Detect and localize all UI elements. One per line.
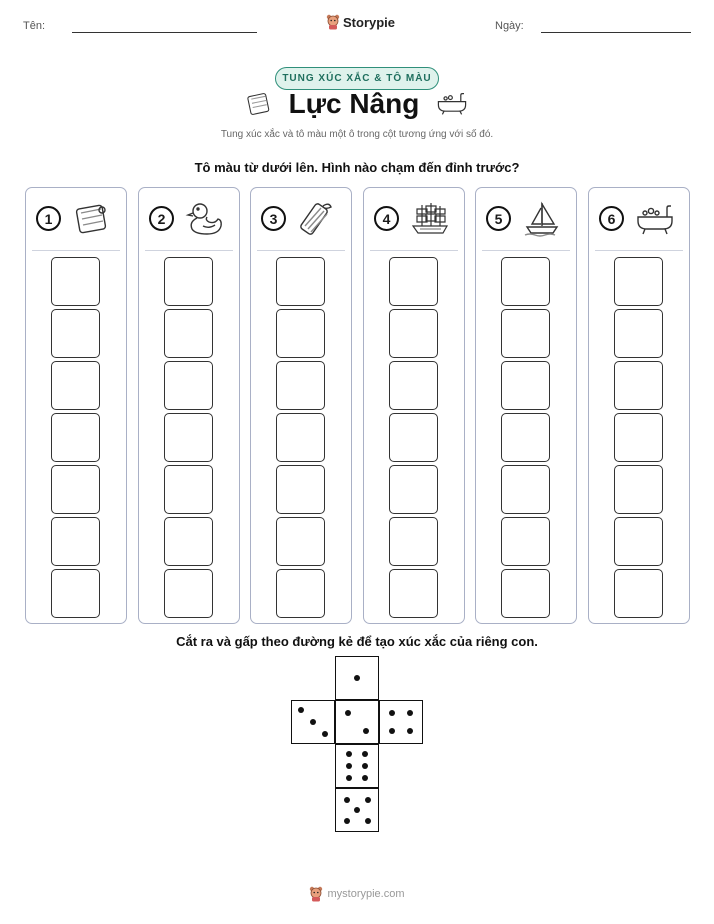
column-divider (32, 250, 120, 251)
die-pip (346, 775, 352, 781)
color-cell[interactable] (51, 309, 100, 358)
cut-instruction: Cắt ra và gấp theo đường kẻ để tạo xúc xắc của riêng con. (176, 634, 538, 649)
color-cell[interactable] (164, 309, 213, 358)
color-cell[interactable] (276, 517, 325, 566)
brand-logo (326, 14, 395, 30)
column-header (589, 188, 689, 250)
color-cell[interactable] (164, 517, 213, 566)
brand-name: Storypie (343, 14, 396, 30)
color-cell[interactable] (501, 257, 550, 306)
bathtub-icon (435, 92, 469, 116)
rubber-duck-icon (185, 200, 225, 238)
color-cell[interactable] (276, 465, 325, 514)
die-pip (354, 807, 360, 813)
color-cell[interactable] (164, 569, 213, 618)
title-row (0, 88, 714, 120)
die-pip (346, 751, 352, 757)
subtitle: Tung xúc xắc và tô màu một ô trong cột tương ứng với số đó. (220, 129, 494, 140)
activity-badge: TUNG XÚC XẮC & TÔ MÀU (275, 67, 439, 90)
color-cell[interactable] (51, 465, 100, 514)
color-cell[interactable] (389, 413, 438, 462)
color-cell[interactable] (389, 517, 438, 566)
die-face-2 (335, 700, 379, 744)
color-cell[interactable] (164, 465, 213, 514)
column-number: 4 (374, 206, 399, 231)
color-cell[interactable] (501, 569, 550, 618)
die-face-3 (291, 700, 335, 744)
column-5 (475, 187, 577, 624)
color-cell[interactable] (501, 361, 550, 410)
die-face-4 (379, 700, 423, 744)
die-pip (389, 710, 395, 716)
column-divider (257, 250, 345, 251)
column-divider (482, 250, 570, 251)
date-label: Ngày: (495, 20, 524, 32)
color-cell[interactable] (51, 361, 100, 410)
color-cell[interactable] (614, 517, 663, 566)
color-cell[interactable] (276, 361, 325, 410)
color-cell[interactable] (276, 569, 325, 618)
footer-url: mystorypie.com (327, 888, 405, 900)
column-1 (25, 187, 127, 624)
column-4 (363, 187, 465, 624)
color-cell[interactable] (164, 257, 213, 306)
color-cell[interactable] (276, 257, 325, 306)
column-number: 2 (149, 206, 174, 231)
die-pip (322, 731, 328, 737)
color-cell[interactable] (501, 517, 550, 566)
page-title: Lực Nâng (288, 88, 420, 119)
color-cell[interactable] (51, 517, 100, 566)
die-pip (344, 797, 350, 803)
color-cell[interactable] (389, 309, 438, 358)
column-2 (138, 187, 240, 624)
die-face-1 (335, 656, 379, 700)
die-pip (363, 728, 369, 734)
column-header (26, 188, 126, 250)
color-cell[interactable] (501, 465, 550, 514)
color-cell[interactable] (164, 361, 213, 410)
color-cell[interactable] (276, 413, 325, 462)
die-pip (362, 775, 368, 781)
column-3 (250, 187, 352, 624)
color-cell[interactable] (389, 257, 438, 306)
column-header (139, 188, 239, 250)
column-number: 6 (599, 206, 624, 231)
die-pip (346, 763, 352, 769)
color-cell[interactable] (501, 309, 550, 358)
die-pip (365, 818, 371, 824)
date-line (541, 32, 691, 33)
column-number: 1 (36, 206, 61, 231)
color-cell[interactable] (389, 465, 438, 514)
name-label: Tên: (23, 20, 46, 32)
color-cell[interactable] (614, 465, 663, 514)
color-cell[interactable] (51, 257, 100, 306)
color-cell[interactable] (614, 257, 663, 306)
die-pip (407, 728, 413, 734)
die-pip (389, 728, 395, 734)
die-pip (345, 710, 351, 716)
die-pip (310, 719, 316, 725)
color-cell[interactable] (276, 309, 325, 358)
die-pip (362, 751, 368, 757)
paper-roll-icon (72, 200, 112, 238)
column-header (476, 188, 576, 250)
column-number: 3 (261, 206, 286, 231)
column-divider (595, 250, 683, 251)
die-pip (298, 707, 304, 713)
die-face-6 (335, 744, 379, 788)
column-divider (370, 250, 458, 251)
column-header (251, 188, 351, 250)
column-6 (588, 187, 690, 624)
color-cell[interactable] (614, 361, 663, 410)
bathtub-icon (635, 200, 675, 238)
color-cell[interactable] (501, 413, 550, 462)
name-line (72, 32, 257, 33)
die-pip (407, 710, 413, 716)
bear-icon (326, 14, 340, 30)
sailboat-icon (522, 200, 562, 238)
die-face-5 (335, 788, 379, 832)
die-pip (344, 818, 350, 824)
rolled-scroll-icon (297, 200, 337, 238)
column-divider (145, 250, 233, 251)
die-pip (365, 797, 371, 803)
color-cell[interactable] (389, 569, 438, 618)
color-cell[interactable] (51, 413, 100, 462)
sailing-ship-icon (410, 200, 450, 238)
color-cell[interactable] (389, 361, 438, 410)
footer (0, 886, 714, 902)
color-cell[interactable] (614, 309, 663, 358)
die-pip (362, 763, 368, 769)
bear-icon (309, 886, 323, 902)
instruction: Tô màu từ dưới lên. Hình nào chạm đến đỉnh trước? (194, 160, 520, 175)
color-cell[interactable] (614, 569, 663, 618)
die-pip (354, 675, 360, 681)
color-cell[interactable] (614, 413, 663, 462)
column-number: 5 (486, 206, 511, 231)
paper-roll-icon (245, 90, 273, 118)
color-cell[interactable] (164, 413, 213, 462)
color-cell[interactable] (51, 569, 100, 618)
column-header (364, 188, 464, 250)
